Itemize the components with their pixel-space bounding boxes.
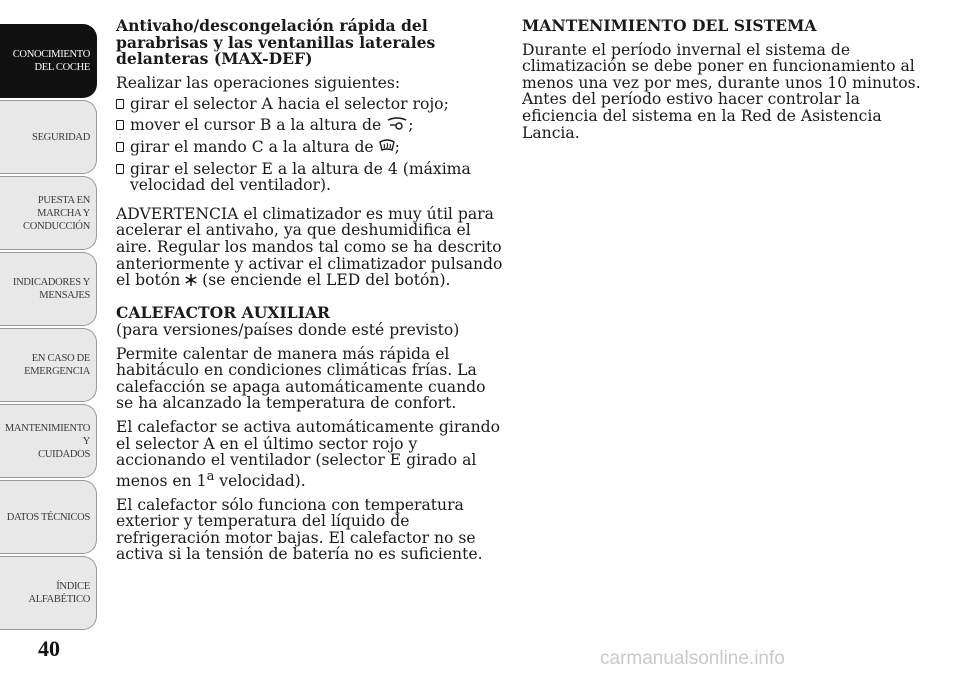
tab-indicadores-mensajes[interactable]: INDICADORES Y MENSAJES [0,252,97,326]
right-column [522,18,922,141]
maxdef-steps [116,96,504,193]
maxdef-intro: Realizar las operaciones siguientes: [116,73,401,92]
checkbox-bullet-icon [116,142,124,152]
tab-mantenimiento-cuidados[interactable]: MANTENIMIENTO Y CUIDADOS [0,404,97,478]
tab-puesta-en-marcha[interactable]: PUESTA EN MARCHA Y CONDUCCIÓN [0,176,97,250]
aux-heater-paragraph: El calefactor se activa automáticamente girando el selector A en el último sector rojo y accionando el ventilador (selector E girado al menos en 1$^a$ velocidad). [116,417,500,490]
aux-heater-heading: CALEFACTOR AUXILIAR [116,303,331,323]
list-item: girar el selector A hacia el selector rojo; [116,96,504,113]
snowflake-icon [185,273,197,290]
list-item: girar el selector E a la altura de 4 (máxima velocidad del ventilador). [116,161,504,194]
windshield-defrost-icon [379,139,395,157]
list-item: mover el cursor B a la altura de ; [116,117,504,135]
windshield-airflow-icon [386,117,408,135]
list-item: girar el mando C a la altura de ; [116,139,504,157]
maxdef-warning: ADVERTENCIA el climatizador es muy útil para acelerar el antivaho, ya que deshumidifica el aire. Regular los mandos tal como se ha descrito anteriormente y activar el climatizador pulsando el botón (se enciende el LED del botón). [116,204,503,290]
tab-conocimiento-del-coche[interactable]: CONOCIMIENTO DEL COCHE [0,24,97,98]
left-column [116,18,504,563]
tab-datos-tecnicos[interactable]: DATOS TÉCNICOS [0,480,97,554]
maintenance-paragraph: Durante el período invernal el sistema de climatización se debe poner en funcionamiento al menos una vez por mes, durante unos 10 minutos. Antes del período estivo hacer controlar la eficiencia del sistema en la Red de Asistencia Lancia. [522,40,921,142]
page-number: 40 [38,636,60,661]
aux-heater-paragraph: Permite calentar de manera más rápida el habitáculo en condiciones climáticas frías. La calefacción se apaga automáticamente cuando se ha alcanzado la temperatura de confort. [116,344,486,413]
tab-indice-alfabetico[interactable]: ÍNDICE ALFABÉTICO [0,556,97,630]
checkbox-bullet-icon [116,164,124,174]
tab-seguridad[interactable]: SEGURIDAD [0,100,97,174]
checkbox-bullet-icon [116,120,124,130]
checkbox-bullet-icon [116,99,124,109]
maintenance-heading: MANTENIMIENTO DEL SISTEMA [522,16,817,35]
maxdef-heading: Antivaho/descongelación rápida del parabrisas y las ventanillas laterales delanteras (MAX-DEF) [116,16,436,69]
watermark: carmanualsonline.info [600,648,785,669]
aux-heater-subheading: (para versiones/países donde esté previsto) [116,321,460,340]
tab-en-caso-de-emergencia[interactable]: EN CASO DE EMERGENCIA [0,328,97,402]
aux-heater-paragraph: El calefactor sólo funciona con temperatura exterior y temperatura del líquido de refrigeración motor bajas. El calefactor no se activa si la tensión de batería no es suficiente. [116,495,483,564]
